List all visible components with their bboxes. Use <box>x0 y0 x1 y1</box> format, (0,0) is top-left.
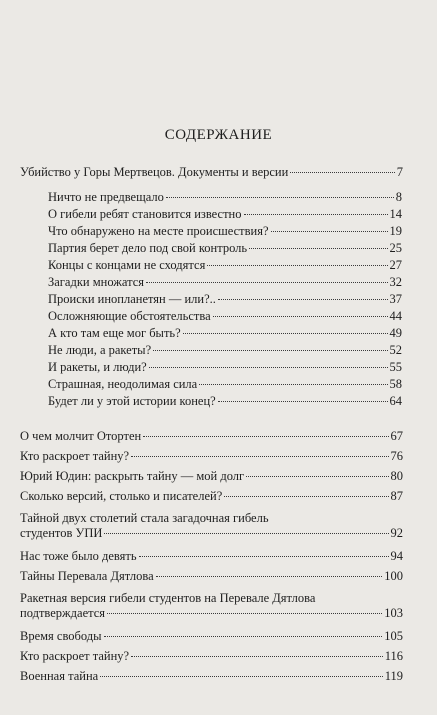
toc-entry-label: Время свободы <box>20 629 102 643</box>
toc-entry-label: Происки инопланетян — или?.. <box>48 292 216 306</box>
toc-entry-label: А кто там еще мог быть? <box>48 326 181 340</box>
toc-page-number: 64 <box>389 394 402 408</box>
toc-entry-label: Партия берет дело под свой контроль <box>48 241 248 255</box>
toc-page-number: 67 <box>390 429 403 443</box>
toc-subentry <box>48 258 402 273</box>
toc-subentry <box>48 224 402 239</box>
dot-leader <box>213 316 388 317</box>
toc-entry-label: студентов УПИ <box>20 526 103 540</box>
toc-entry <box>20 489 403 504</box>
toc-page-number: 116 <box>384 649 403 663</box>
toc-entry <box>20 649 403 664</box>
toc-entry-label-line1: Ракетная версия гибели студентов на Перевале Дятлова <box>20 591 316 605</box>
dot-leader <box>246 476 388 477</box>
toc-page-number: 103 <box>384 606 403 620</box>
dot-leader <box>146 282 387 283</box>
toc-subentry <box>48 309 402 324</box>
toc-page-number: 76 <box>390 449 403 463</box>
toc-entry-label: И ракеты, и люди? <box>48 360 147 374</box>
dot-leader <box>131 456 388 457</box>
toc-entry-line2 <box>20 606 403 621</box>
toc-subentry <box>48 241 402 256</box>
dot-leader <box>131 656 383 657</box>
toc-subentry <box>48 343 402 358</box>
toc-entry <box>20 549 403 564</box>
toc-entry-label: Тайны Перевала Дятлова <box>20 569 154 583</box>
toc-entry <box>20 429 403 444</box>
dot-leader <box>218 401 388 402</box>
dot-leader <box>153 350 387 351</box>
dot-leader <box>107 613 382 614</box>
toc-entry-label: подтверждается <box>20 606 106 620</box>
toc-entry-label: Убийство у Горы Мертвецов. Документы и версии <box>20 165 289 179</box>
toc-page-number: 19 <box>389 224 402 238</box>
toc-entry <box>20 629 403 644</box>
toc-entry <box>20 449 403 464</box>
toc-page-number: 49 <box>389 326 402 340</box>
toc-entry-main <box>20 165 403 180</box>
toc-entry-multiline <box>20 511 403 541</box>
toc-page-number: 105 <box>384 629 403 643</box>
toc-page-number: 94 <box>390 549 403 563</box>
toc-entry-label: Загадки множатся <box>48 275 145 289</box>
dot-leader <box>244 214 388 215</box>
dot-leader <box>207 265 387 266</box>
toc-entry-label: Осложняющие обстоятельства <box>48 309 211 323</box>
toc-subentry <box>48 292 402 307</box>
toc-page-number: 32 <box>389 275 402 289</box>
dot-leader <box>224 496 388 497</box>
toc-entry-label: Будет ли у этой истории конец? <box>48 394 216 408</box>
toc-page-number: 14 <box>389 207 402 221</box>
toc-subentry <box>48 207 402 222</box>
dot-leader <box>271 231 388 232</box>
toc-page-number: 37 <box>389 292 402 306</box>
dot-leader <box>139 556 389 557</box>
toc-page-number: 80 <box>390 469 403 483</box>
toc-entry-label: Юрий Юдин: раскрыть тайну — мой долг <box>20 469 245 483</box>
toc-subentry <box>48 190 402 205</box>
toc-entry-label: Военная тайна <box>20 669 99 683</box>
toc-page-number: 7 <box>396 165 403 179</box>
toc-page-number: 55 <box>389 360 402 374</box>
dot-leader <box>100 676 383 677</box>
toc-entry <box>20 669 403 684</box>
page-title: СОДЕРЖАНИЕ <box>164 127 273 143</box>
toc-page-number: 100 <box>384 569 403 583</box>
dot-leader <box>143 436 388 437</box>
dot-leader <box>199 384 387 385</box>
toc-entry-label-line1: Тайной двух столетий стала загадочная гибель <box>20 511 269 525</box>
toc-entry-label: Нас тоже было девять <box>20 549 137 563</box>
toc-entry-label: Концы с концами не сходятся <box>48 258 206 272</box>
toc-entry <box>20 469 403 484</box>
dot-leader <box>218 299 388 300</box>
dot-leader <box>183 333 388 334</box>
dot-leader <box>156 576 383 577</box>
toc-entry-label: Не люди, а ракеты? <box>48 343 152 357</box>
toc-page-number: 87 <box>390 489 403 503</box>
toc-entry-line2 <box>20 526 403 541</box>
toc-page-number: 52 <box>389 343 402 357</box>
dot-leader <box>249 248 387 249</box>
dot-leader <box>290 172 394 173</box>
dot-leader <box>104 636 383 637</box>
toc-page-number: 27 <box>389 258 402 272</box>
toc-page-number: 119 <box>384 669 403 683</box>
toc-page-number: 44 <box>389 309 402 323</box>
dot-leader <box>149 367 388 368</box>
dot-leader <box>104 533 388 534</box>
toc-entry-label: Что обнаружено на месте происшествия? <box>48 224 269 238</box>
toc-entry-label: Кто раскроет тайну? <box>20 649 130 663</box>
toc-entry <box>20 569 403 584</box>
toc-subentry <box>48 360 402 375</box>
toc-page-number: 8 <box>395 190 402 204</box>
toc-subentry <box>48 326 402 341</box>
toc-entry-label: О гибели ребят становится известно <box>48 207 242 221</box>
toc-page-number: 58 <box>389 377 402 391</box>
dot-leader <box>166 197 394 198</box>
toc-page-number: 25 <box>389 241 402 255</box>
toc-entry-label: О чем молчит Отортен <box>20 429 142 443</box>
toc-entry-label: Страшная, неодолимая сила <box>48 377 198 391</box>
toc-page-number: 92 <box>390 526 403 540</box>
toc-subentry <box>48 394 402 409</box>
toc-entry-label: Кто раскроет тайну? <box>20 449 130 463</box>
toc-subentry <box>48 275 402 290</box>
toc-entry-multiline <box>20 591 403 621</box>
toc-entry-label: Ничто не предвещало <box>48 190 164 204</box>
toc-subentry <box>48 377 402 392</box>
toc-entry-label: Сколько версий, столько и писателей? <box>20 489 223 503</box>
